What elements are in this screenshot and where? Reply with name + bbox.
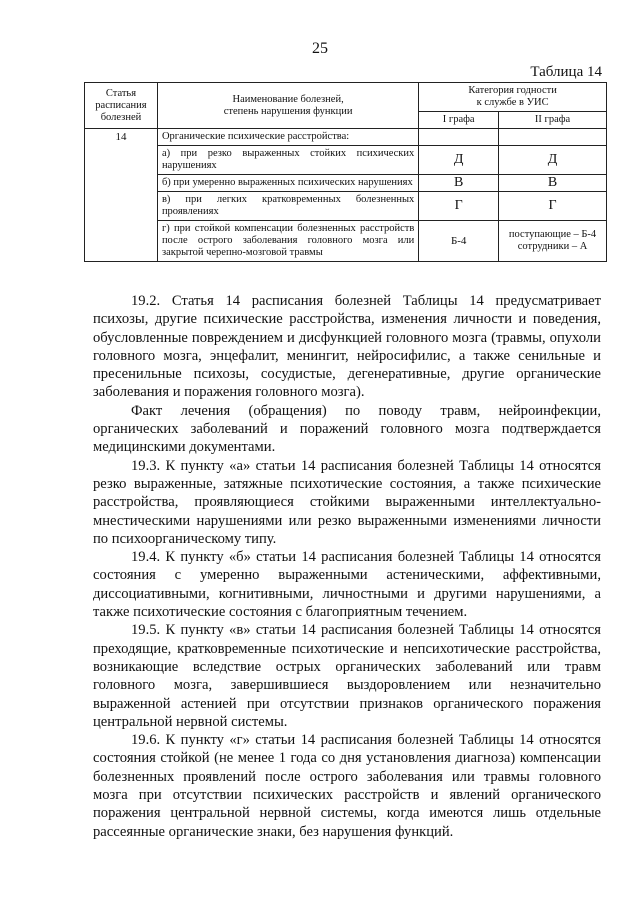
header-category — [419, 83, 607, 112]
row-g-g1: Б-4 — [419, 221, 499, 262]
row-g-g2 — [499, 221, 607, 262]
row-text-v: в) при легких кратковременных болезненных проявлениях — [157, 192, 418, 221]
paragraph-19-5: 19.5. К пункту «в» статьи 14 расписания болезней Таблицы 14 относятся преходящие, кратковременные психотические и непсихотические расстройства, возникающие вследствие острых органических заболеваний или травм головного мозга, завершившиеся выздоровлением или незначительно выраженной астенией при отсутствии признаков органического поражения центральной нервной системы. — [93, 622, 601, 730]
paragraph-19-2: 19.2. Статья 14 расписания болезней Таблицы 14 предусматривает психозы, другие психические расстройства, изменения личности и поведения, обусловленные повреждением и дисфункцией головного мозга (травмы, опухоли головного мозга, энцефалит, менингит, нейросифилис, а также сенильные и пресенильные психозы, сосудистые, дегенеративные, другие органические заболевания и поражения головного мозга). — [93, 293, 601, 401]
table-header-row — [85, 83, 607, 112]
row-g-g2-line2: сотрудники – А — [517, 241, 588, 252]
header-name-line: Наименование болезней, — [232, 93, 344, 105]
header-col2: II графа — [499, 112, 607, 129]
row-g-g2-line1: поступающие – Б-4 — [508, 229, 597, 240]
row-b-g2: В — [499, 175, 607, 192]
header-name — [157, 83, 418, 129]
row-b-g1: В — [419, 175, 499, 192]
table-caption: Таблица 14 — [530, 64, 602, 80]
row-v-g1: Г — [419, 192, 499, 221]
header-article-line: Статья — [105, 87, 137, 99]
table-row — [85, 175, 607, 192]
header-col1: I графа — [419, 112, 499, 129]
page-number: 25 — [312, 40, 328, 57]
disease-table — [84, 82, 607, 262]
row-v-g2: Г — [499, 192, 607, 221]
header-category-line: Категория годности — [468, 85, 557, 96]
paragraph-19-6: 19.6. К пункту «г» статьи 14 расписания болезней Таблицы 14 относятся состояния стойкой (не менее 1 года со дня установления диагноза) компенсации болезненных проявлений после острого заболевания или травмы головного мозга при отсутствии психических расстройств и явлений органического поражения центральной нервной системы, когда имеются лишь отдельные рассеянные органические знаки, без нарушения функций. — [93, 732, 601, 840]
empty-cell — [499, 129, 607, 146]
table-row — [85, 192, 607, 221]
paragraph-fact: Факт лечения (обращения) по поводу травм, нейроинфекции, органических заболеваний и поражений головного мозга подтверждается медицинскими документами. — [93, 402, 601, 456]
body-text — [93, 292, 601, 841]
header-article-line: болезней — [100, 111, 142, 123]
row-text-b: б) при умеренно выраженных психических нарушениях — [157, 175, 418, 192]
header-name-line: степень нарушения функции — [223, 105, 353, 117]
table-row — [85, 146, 607, 175]
table-row — [85, 221, 607, 262]
header-article-line: расписания — [95, 99, 147, 111]
empty-cell — [419, 129, 499, 146]
row-intro: Органические психические расстройства: — [157, 129, 418, 146]
paragraph-19-3: 19.3. К пункту «а» статьи 14 расписания болезней Таблицы 14 относятся резко выраженные, затяжные психотические состояния, а также психические расстройства, проявляющиеся стойкими выраженными интеллектуально-мнестическими нарушениями или резко выраженными изменениями личности по психоорганическому типу. — [93, 457, 601, 547]
header-article — [85, 83, 158, 129]
header-category-line: к службе в УИС — [476, 97, 549, 108]
row-text-a: а) при резко выраженных стойких психических нарушениях — [157, 146, 418, 175]
row-a-g2: Д — [499, 146, 607, 175]
paragraph-19-4: 19.4. К пункту «б» статьи 14 расписания болезней Таблицы 14 относятся состояния с умеренно выраженными астеническими, аффективными, диссоциативными, когнитивными, личностными и другими нарушениями, а также психотические состояния с благоприятным течением. — [93, 549, 601, 621]
article-number: 14 — [85, 129, 158, 262]
row-text-g: г) при стойкой компенсации болезненных расстройств после острого заболевания головного мозга или закрытой черепно-мозговой травмы — [157, 221, 418, 262]
row-a-g1: Д — [419, 146, 499, 175]
table-row — [85, 129, 607, 146]
